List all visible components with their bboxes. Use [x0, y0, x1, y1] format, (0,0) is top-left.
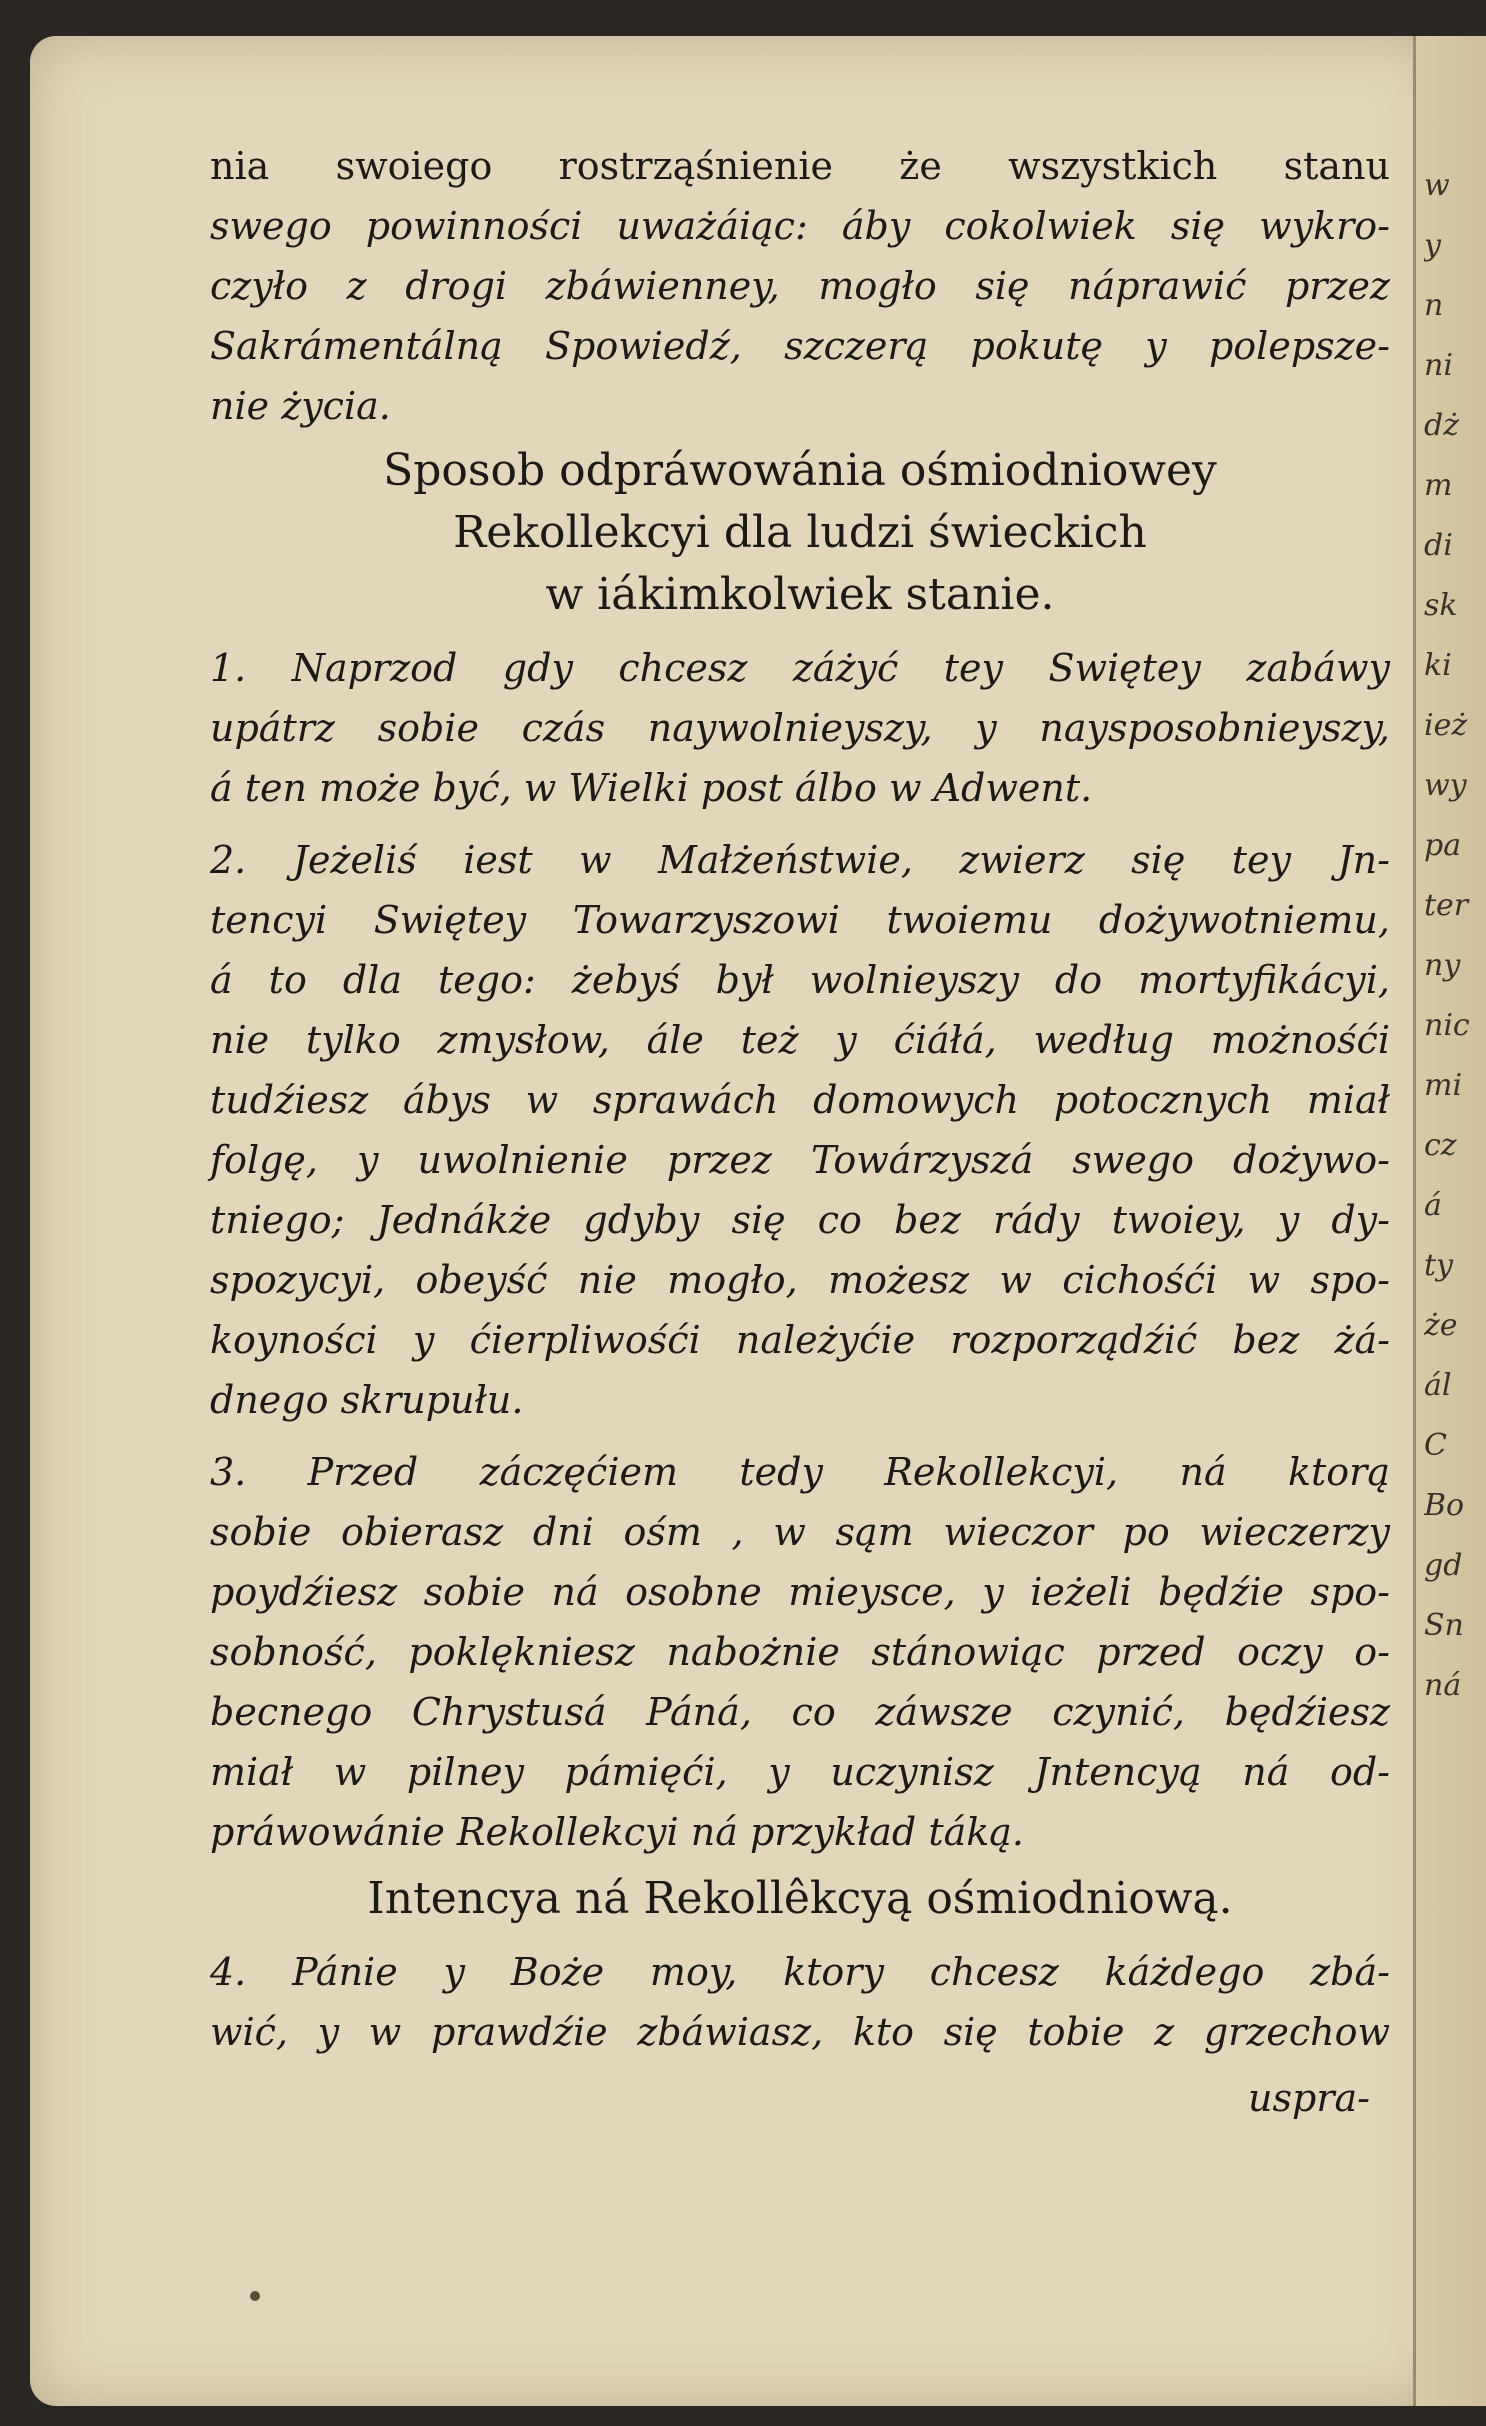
text-line: nie tylko zmysłow, ále też y ćiáłá, według możnośći [210, 1018, 1390, 1062]
facing-page-fragment: ter [1424, 888, 1469, 923]
facing-page-fragment: wy [1424, 768, 1467, 803]
facing-page-fragment: m [1424, 468, 1453, 503]
text-line: 1. Naprzod gdy chcesz záżyć tey Swiętey zabáwy [210, 646, 1390, 690]
text-line: sobność, poklękniesz nabożnie stánowiąc przed oczy o- [210, 1630, 1390, 1674]
facing-page-fragment: w [1424, 168, 1450, 203]
facing-page-fragment: Bo [1424, 1488, 1465, 1523]
text-line: Sakrámentálną Spowiedź, szczerą pokutę y polepsze- [210, 324, 1390, 368]
facing-page-fragment: ty [1424, 1248, 1454, 1283]
facing-page-fragment: di [1424, 528, 1453, 563]
facing-page-fragment: ież [1424, 708, 1468, 743]
text-line: czyło z drogi zbáwienney, mogło się náprawić przez [210, 264, 1390, 308]
heading-line: Rekollekcyi dla ludzi świeckich [453, 507, 1147, 558]
facing-page-fragment: ál [1424, 1368, 1452, 1403]
intention-heading: Intencya ná Rekollêkcyą ośmiodniową. [367, 1873, 1233, 1924]
facing-page-fragment: cz [1424, 1128, 1457, 1163]
section-heading [210, 440, 1390, 626]
text-line: koyności y ćierpliwośći należyćie rozporządźić bez żá- [210, 1318, 1390, 1362]
text-line: tudźiesz ábys w sprawách domowych potocznych miał [210, 1078, 1390, 1122]
heading-line: w iákimkolwiek stanie. [545, 569, 1055, 620]
ink-spot [250, 2291, 260, 2301]
facing-page-fragment: ki [1424, 648, 1452, 683]
text-line: 3. Przed záczęćiem tedy Rekollekcyi, ná ktorą [210, 1450, 1390, 1494]
text-line: tniego; Jednákże gdyby się co bez rády twoiey, y dy- [210, 1198, 1390, 1242]
text-line: 2. Jeżeliś iest w Małżeństwie, zwierz się tey Jn- [210, 838, 1390, 882]
facing-page-fragment: nic [1424, 1008, 1470, 1043]
facing-page-fragment: dż [1424, 408, 1460, 443]
text-line: nia swoiego rostrząśnienie że wszystkich stanu [210, 144, 1390, 188]
text-line: á to dla tego: żebyś był wolnieyszy do mortyfikácyi, [210, 958, 1390, 1002]
facing-page-fragment: ná [1424, 1668, 1462, 1703]
paragraph-3 [210, 1442, 1390, 1862]
heading-line: Sposob odpráwowánia ośmiodniowey [383, 445, 1217, 496]
text-line: spozycyi, obeyść nie mogło, możesz w cichośći w spo- [210, 1258, 1390, 1302]
book-page [30, 36, 1440, 2406]
text-line: 4. Pánie y Boże moy, ktory chcesz káżdego zbá- [210, 1950, 1390, 1994]
paragraph-4 [210, 1942, 1390, 2062]
text-line: miał w pilney pámięći, y uczynisz Jntencyą ná od- [210, 1750, 1390, 1794]
text-line: upátrz sobie czás naywolnieyszy, y naysposobnieyszy, [210, 706, 1390, 750]
text-line: tencyi Swiętey Towarzyszowi twoiemu dożywotniemu, [210, 898, 1390, 942]
facing-page-fragment: y [1424, 228, 1441, 263]
facing-page-fragment: ni [1424, 348, 1453, 383]
facing-page-fragment: sk [1424, 588, 1458, 623]
facing-page-fragment: C [1424, 1428, 1447, 1463]
page-text [210, 136, 1390, 2128]
text-line: práwowánie Rekollekcyi ná przykład táką. [210, 1810, 1025, 1854]
facing-page-fragment: mi [1424, 1068, 1463, 1103]
text-line: dnego skrupułu. [210, 1378, 524, 1422]
text-line: sobie obierasz dni ośm , w sąm wieczor po wieczerzy [210, 1510, 1390, 1554]
text-line: wić, y w prawdźie zbáwiasz, kto się tobie z grzechow [210, 2010, 1390, 2054]
paragraph-2 [210, 830, 1390, 1430]
text-line: poydźiesz sobie ná osobne mieysce, y ieżeli będźie spo- [210, 1570, 1390, 1614]
facing-page-fragment: ny [1424, 948, 1461, 983]
text-line: becnego Chrystusá Páná, co záwsze czynić, będźiesz [210, 1690, 1390, 1734]
text-line: á ten może być, w Wielki post álbo w Adwent. [210, 766, 1093, 810]
facing-page-fragment: pa [1424, 828, 1462, 863]
facing-page-fragment: Sn [1424, 1608, 1464, 1643]
opening-paragraph [210, 136, 1390, 436]
text-line: nie życia. [210, 384, 391, 428]
facing-page-fragments [1424, 156, 1484, 1716]
text-line: folgę, y uwolnienie przez Towárzyszá swego dożywo- [210, 1138, 1390, 1182]
paragraph-1 [210, 638, 1390, 818]
catchword: uspra- [1248, 2076, 1370, 2120]
facing-page-fragment: á [1424, 1188, 1442, 1223]
facing-page-fragment: gd [1424, 1548, 1463, 1583]
text-line: swego powinności uważáiąc: áby cokolwiek się wykro- [210, 204, 1390, 248]
facing-page-fragment: n [1424, 288, 1444, 323]
facing-page-edge [1413, 36, 1486, 2406]
facing-page-fragment: że [1424, 1308, 1458, 1343]
